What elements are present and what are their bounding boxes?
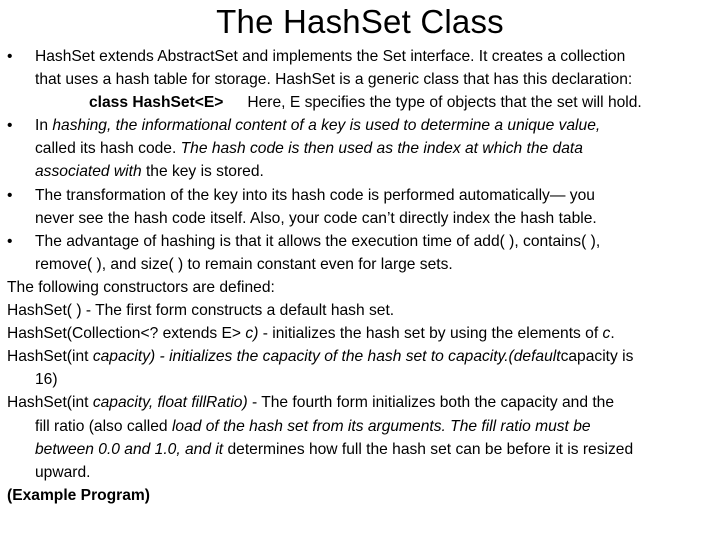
text-run: capacity) - initializes the capacity of the hash set to capacity.(default — [92, 348, 561, 366]
constructor-line: 16) — [35, 371, 58, 389]
example-program-label: (Example Program) — [7, 486, 150, 504]
text-run: hashing, the informational content of a key is used to determine a unique value, — [52, 117, 601, 135]
bullet-line: never see the hash code itself. Also, your code can’t directly index the hash table. — [35, 209, 597, 227]
constructor-line — [7, 322, 713, 345]
text-run: HashSet(int — [7, 348, 93, 366]
text-run: associated with — [35, 163, 142, 181]
text-run: HashSet(int — [7, 394, 93, 412]
bullet-line: that uses a hash table for storage. HashSet is a generic class that has this declaration: — [35, 71, 633, 89]
text-run: c — [602, 325, 611, 343]
bullet-line: HashSet extends AbstractSet and implements the Set interface. It creates a collection — [35, 48, 626, 65]
constructor-line: upward. — [35, 463, 91, 481]
bullet-icon: • — [7, 48, 13, 65]
text-run: - initializes the hash set by using the elements of — [258, 325, 603, 343]
slide-title: The HashSet Class — [216, 3, 504, 40]
text-run: In — [35, 117, 53, 135]
text-run: fill ratio (also called — [35, 417, 172, 435]
bullet-item — [7, 184, 713, 230]
bullet-icon: • — [7, 117, 13, 135]
text-run: The hash code is then used as the index at which the data — [176, 140, 583, 158]
constructors-intro: The following constructors are defined: — [7, 278, 275, 296]
constructor-line — [7, 345, 713, 368]
constructor-line — [7, 391, 713, 414]
bullet-line — [35, 137, 713, 160]
text-run: . — [610, 325, 615, 343]
constructor-line: HashSet( ) - The first form constructs a default hash set. — [7, 302, 395, 320]
declaration-note: Here, E specifies the type of objects that the set will hold. — [247, 94, 642, 112]
text-run: - The fourth form initializes both the capacity and the — [247, 394, 615, 412]
bullet-line — [35, 160, 713, 183]
text-run: between 0.0 and 1.0, and it — [35, 440, 224, 458]
bullet-line — [35, 114, 713, 137]
text-run: capacity, float fillRatio) — [92, 394, 248, 412]
bullet-icon: • — [7, 232, 13, 250]
constructor-line — [7, 415, 713, 438]
text-run: the key is stored. — [141, 163, 264, 181]
bullet-icon: • — [7, 186, 13, 204]
bullet-item — [7, 230, 713, 276]
slide-body — [7, 45, 713, 507]
bullet-line: The advantage of hashing is that it allows the execution time of add( ), contains( ), — [35, 232, 601, 250]
declaration-code: class HashSet<E> — [89, 94, 224, 112]
text-run: determines how full the hash set can be before it is resized — [223, 440, 634, 458]
declaration-line — [7, 91, 713, 114]
constructor-line — [7, 438, 713, 461]
bullet-item — [7, 45, 713, 91]
text-run: c) — [245, 325, 259, 343]
bullet-item — [7, 114, 713, 183]
text-run: load of the hash set from its arguments. The fill ratio must be — [171, 417, 591, 435]
bullet-line: The transformation of the key into its hash code is performed automatically— you — [35, 186, 595, 204]
text-run: called its hash code. — [35, 140, 177, 158]
bullet-line: remove( ), and size( ) to remain constant even for large sets. — [35, 255, 453, 273]
text-run: capacity is — [560, 348, 634, 366]
text-run: HashSet(Collection<? extends E> — [7, 325, 246, 343]
